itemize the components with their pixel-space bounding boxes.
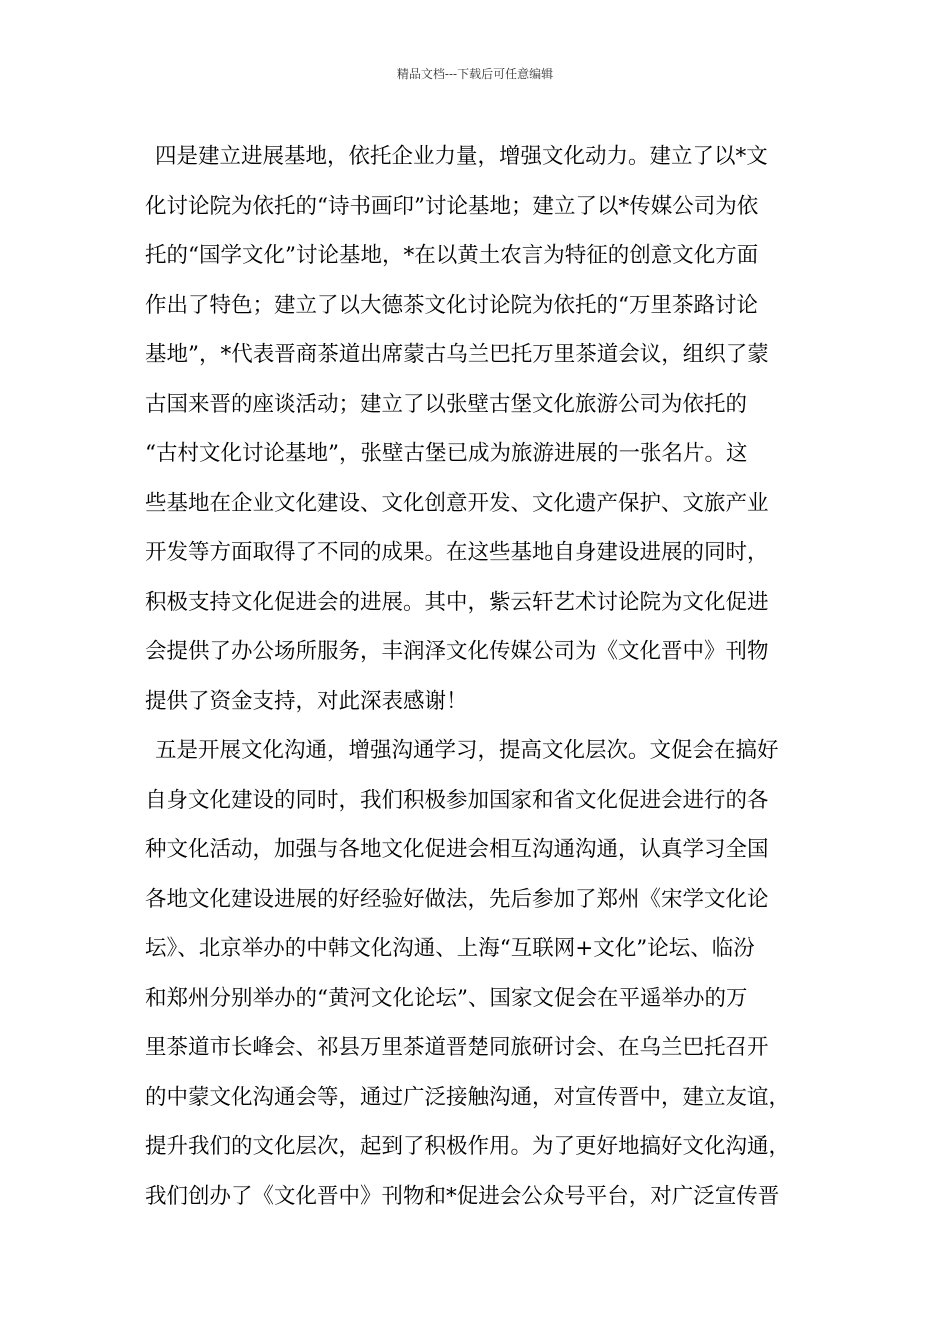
text-line: 开发等方面取得了不同的成果。在这些基地自身建设进展的同时， — [145, 540, 769, 565]
text-line: 的中蒙文化沟通会等，通过广泛接触沟通，对宣传晋中，建立友谊， — [145, 1084, 791, 1110]
text-line: 基地”，*代表晋商茶道出席蒙古乌兰巴托万里茶道会议，组织了蒙 — [145, 342, 769, 367]
page-header: 精品文档---下载后可任意编辑 — [396, 67, 554, 81]
text-line: 种文化活动，加强与各地文化促进会相互沟通沟通，认真学习全国 — [145, 837, 769, 862]
text-line: 托的“国学文化”讨论基地，*在以黄土农言为特征的创意文化方面 — [145, 243, 759, 268]
text-line: 提升我们的文化层次，起到了积极作用。为了更好地搞好文化沟通， — [145, 1134, 791, 1159]
text-line: 里茶道市长峰会、祁县万里茶道晋楚同旅研讨会、在乌兰巴托召开 — [145, 1035, 769, 1060]
text-line: 古国来晋的座谈活动；建立了以张壁古堡文化旅游公司为依托的 — [145, 391, 748, 417]
document-body — [145, 132, 825, 1221]
paragraph — [145, 726, 825, 1221]
text-line: 四是建立进展基地，依托企业力量，增强文化动力。建立了以*文 — [155, 144, 768, 169]
text-line: 会提供了办公场所服务，丰润泽文化传媒公司为《文化晋中》刊物 — [145, 639, 769, 664]
text-line: 和郑州分别举办的“黄河文化论坛”、国家文促会在平遥举办的万 — [145, 985, 748, 1011]
text-line: 些基地在企业文化建设、文化创意开发、文化遗产保护、文旅产业 — [145, 490, 769, 516]
text-line: 五是开展文化沟通，增强沟通学习，提高文化层次。文促会在搞好 — [155, 738, 779, 763]
text-line: 积极支持文化促进会的进展。其中，紫云轩艺术讨论院为文化促进 — [145, 589, 769, 615]
text-line: 自身文化建设的同时，我们积极参加国家和省文化促进会进行的各 — [145, 787, 769, 813]
paragraph — [145, 132, 825, 726]
text-line: 提供了资金支持，对此深表感谢！ — [145, 688, 468, 714]
text-line: 我们创办了《文化晋中》刊物和*促进会公众号平台，对广泛宣传晋 — [145, 1183, 780, 1209]
text-line: 坛》、北京举办的中韩文化沟通、上海“互联网+文化”论坛、临汾 — [145, 936, 755, 961]
text-line: 作出了特色；建立了以大德茶文化讨论院为依托的“万里茶路讨论 — [145, 292, 758, 318]
text-line: “古村文化讨论基地”，张壁古堡已成为旅游进展的一张名片。这 — [145, 441, 748, 466]
text-line: 化讨论院为依托的“诗书画印”讨论基地；建立了以*传媒公司为依 — [145, 193, 759, 219]
text-line: 各地文化建设进展的好经验好做法，先后参加了郑州《宋学文化论 — [145, 886, 769, 912]
